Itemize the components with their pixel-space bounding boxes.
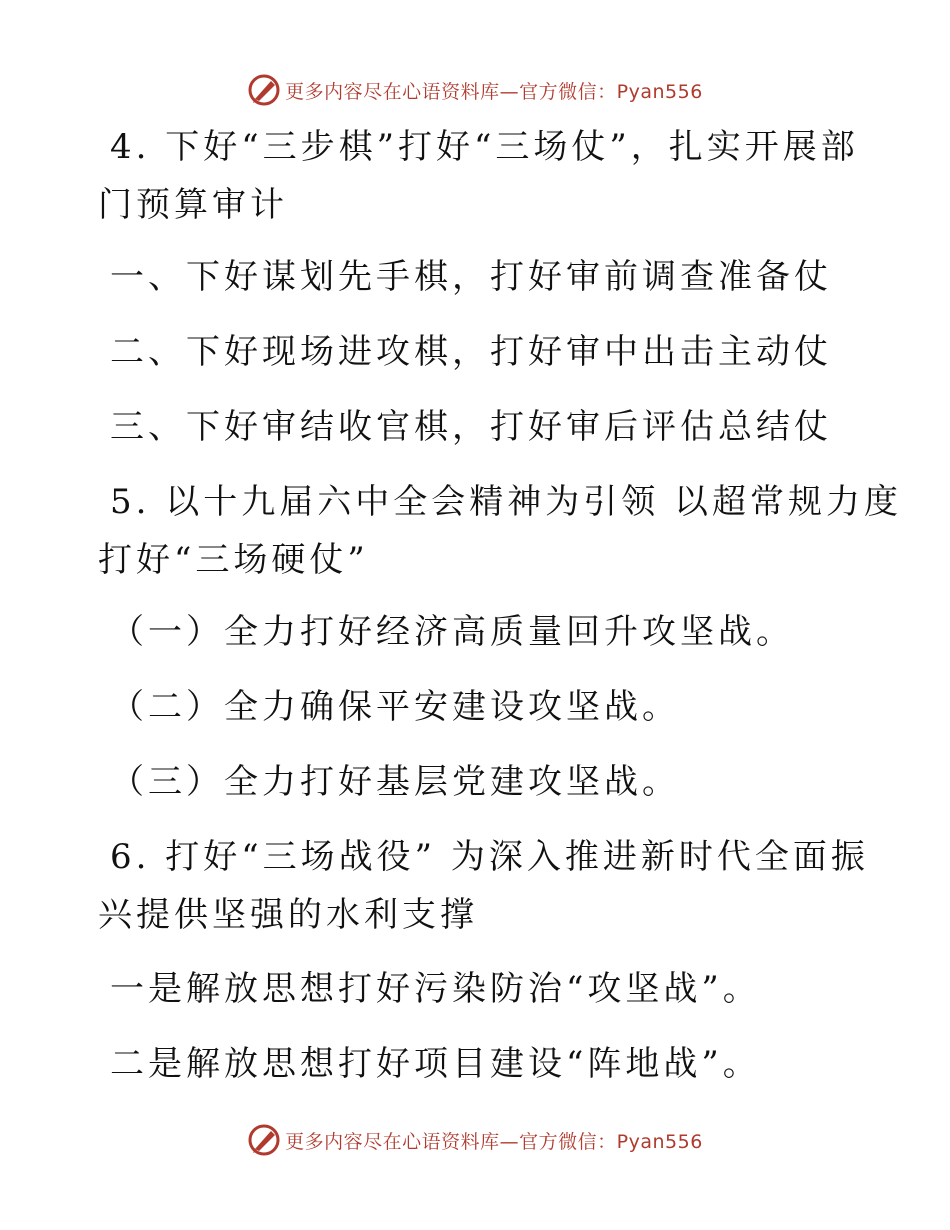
item-4-1: 一、下好谋划先手棋，打好审前调查准备仗 [110,257,832,297]
watermark-text: 更多内容尽在心语资料库—官方微信：Pyan556 [285,80,703,103]
pen-logo-icon [247,1123,281,1157]
heading-6-line-1: 6. 打好“三场战役” 为深入推进新时代全面振 [110,837,869,877]
item-4-2: 二、下好现场进攻棋，打好审中出击主动仗 [110,332,832,372]
heading-5-line-1: 5. 以十九届六中全会精神为引领 以超常规力度 [110,482,903,522]
heading-4-line-1: 4. 下好“三步棋”打好“三场仗”，扎实开展部 [110,127,859,167]
pen-logo-icon [247,73,281,107]
item-5-3: （三）全力打好基层党建攻坚战。 [110,762,680,802]
watermark-footer [0,1120,950,1160]
item-5-2: （二）全力确保平安建设攻坚战。 [110,687,680,727]
item-4-3: 三、下好审结收官棋，打好审后评估总结仗 [110,407,832,447]
item-5-1: （一）全力打好经济高质量回升攻坚战。 [110,612,794,652]
watermark-header [0,70,950,110]
item-6-2: 二是解放思想打好项目建设“阵地战”。 [110,1044,761,1084]
heading-6-line-2: 兴提供坚强的水利支撑 [98,895,478,935]
watermark-text: 更多内容尽在心语资料库—官方微信：Pyan556 [285,1130,703,1153]
heading-5-line-2: 打好“三场硬仗” [98,540,369,580]
heading-4-line-2: 门预算审计 [98,185,288,225]
item-6-1: 一是解放思想打好污染防治“攻坚战”。 [110,969,761,1009]
